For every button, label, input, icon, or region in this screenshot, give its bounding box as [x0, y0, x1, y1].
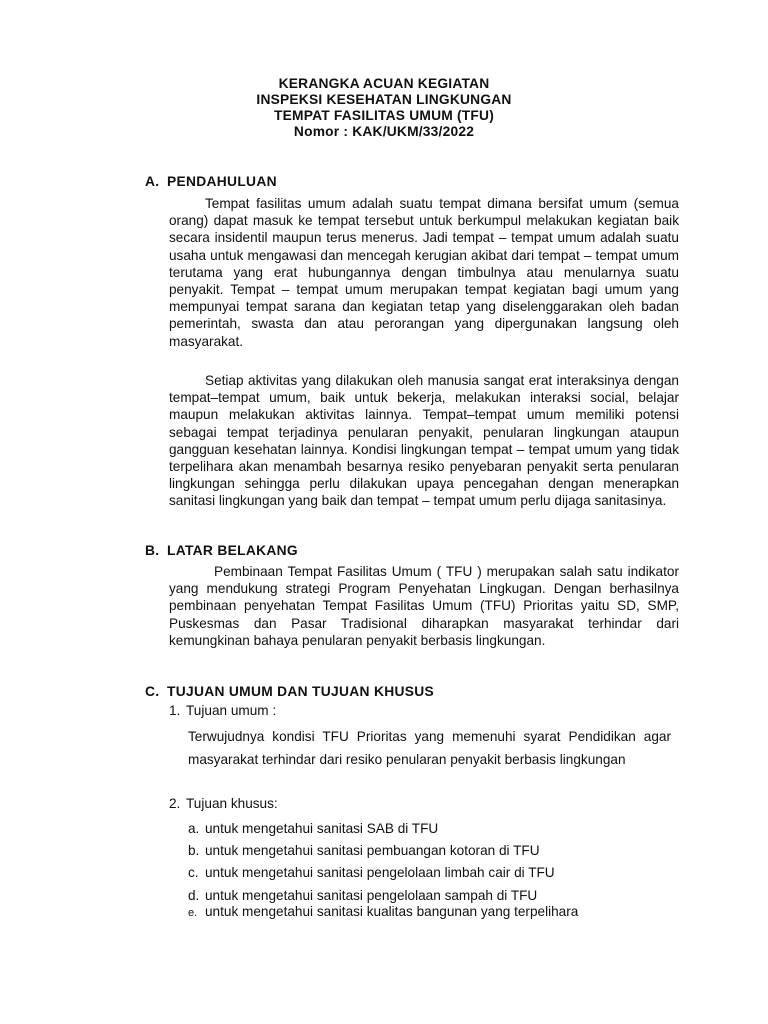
section-b-heading: [145, 543, 298, 558]
section-a-letter: A.: [145, 174, 160, 189]
section-a-heading: [145, 174, 277, 189]
sub-item-marker: d.: [188, 888, 200, 903]
section-a-title: PENDAHULUAN: [167, 174, 277, 189]
sub-item-text: untuk mengetahui sanitasi kualitas bangunan yang terpelihara: [205, 904, 579, 919]
list-label: Tujuan khusus:: [186, 796, 278, 811]
section-b-title: LATAR BELAKANG: [167, 543, 298, 558]
sub-item-text: untuk mengetahui sanitasi pengelolaan sampah di TFU: [205, 888, 538, 903]
list-item-tujuan-khusus: [169, 795, 278, 812]
list-number: 1.: [169, 703, 181, 718]
title-line-2: INSPEKSI KESEHATAN LINGKUNGAN: [256, 92, 512, 107]
section-b-letter: B.: [145, 543, 160, 558]
sub-item-a: [188, 820, 438, 837]
tujuan-umum-text: Terwujudnya kondisi TFU Prioritas yang memenuhi syarat Pendidikan agar masyarakat terhindar dari resiko penularan penyakit berbasis lingkungan: [188, 729, 671, 767]
section-a-paragraph-1: Tempat fasilitas umum adalah suatu tempat dimana bersifat umum (semua orang) dapat masuk ke tempat tersebut untuk berkumpul melakukan kegiatan baik secara insidentil maupun terus menerus. Jadi tempat – tempat umum adalah suatu usaha untuk mengawasi dan mencegah kerugian akibat dari tempat – tempat umum terutama yang erat hubungannya dengan timbulnya atau menularnya suatu penyakit. Tempat – tempat umum merupakan tempat kegiatan bagi umum yang mempunyai tempat sarana dan kegiatan tetap yang diselenggarakan oleh badan pemerintah, swasta dan atau perorangan yang dipergunakan langsung oleh masyarakat.: [169, 196, 679, 349]
sub-item-text: untuk mengetahui sanitasi pengelolaan limbah cair di TFU: [205, 865, 555, 880]
sub-item-marker: c.: [188, 865, 199, 880]
section-c-title: TUJUAN UMUM DAN TUJUAN KHUSUS: [167, 684, 435, 699]
sub-item-b: [188, 842, 540, 859]
document-title: [0, 76, 768, 140]
sub-item-text: untuk mengetahui sanitasi SAB di TFU: [205, 821, 439, 836]
sub-item-e: [188, 903, 578, 922]
document-number: Nomor : KAK/UKM/33/2022: [293, 124, 475, 139]
list-item-tujuan-umum: [169, 702, 276, 719]
section-a-paragraph-2: Setiap aktivitas yang dilakukan oleh manusia sangat erat interaksinya dengan tempat–tempat umum, baik untuk bekerja, melakukan interaksi social, belajar maupun melakukan aktivitas lainnya. Tempat–tempat umum memiliki potensi sebagai tempat terjadinya penularan penyakit, penularan lingkungan ataupun gangguan kesehatan lainnya. Kondisi lingkungan tempat – tempat umum yang tidak terpelihara akan menambah besarnya resiko penyebaran penyakit serta penularan lingkungan sehingga perlu dilakukan upaya pencegahan dengan menerapkan sanitasi lingkungan yang baik dan tempat – tempat umum perlu dijaga sanitasinya.: [169, 373, 679, 509]
title-line-1: KERANGKA ACUAN KEGIATAN: [278, 76, 490, 91]
sub-item-marker: a.: [188, 821, 200, 836]
list-number: 2.: [169, 796, 181, 811]
section-c-heading: [145, 684, 434, 699]
title-line-3: TEMPAT FASILITAS UMUM (TFU): [274, 108, 494, 123]
sub-item-c: [188, 864, 555, 881]
section-b-paragraph-1: Pembinaan Tempat Fasilitas Umum ( TFU ) merupakan salah satu indikator yang mendukung strategi Program Penyehatan Lingkugan. Dengan berhasilnya pembinaan penyehatan Tempat Fasilitas Umum (TFU) Prioritas yaitu SD, SMP, Puskesmas dan Pasar Tradisional diharapkan masyarakat terhindar dari kemungkinan bahaya penularan penyakit berbasis lingkungan.: [169, 564, 679, 648]
sub-item-d: [188, 887, 537, 904]
sub-item-marker: b.: [188, 843, 200, 858]
sub-item-marker: e.: [188, 907, 198, 919]
sub-item-text: untuk mengetahui sanitasi pembuangan kotoran di TFU: [205, 843, 540, 858]
section-c-letter: C.: [145, 684, 160, 699]
list-label: Tujuan umum :: [186, 703, 277, 718]
